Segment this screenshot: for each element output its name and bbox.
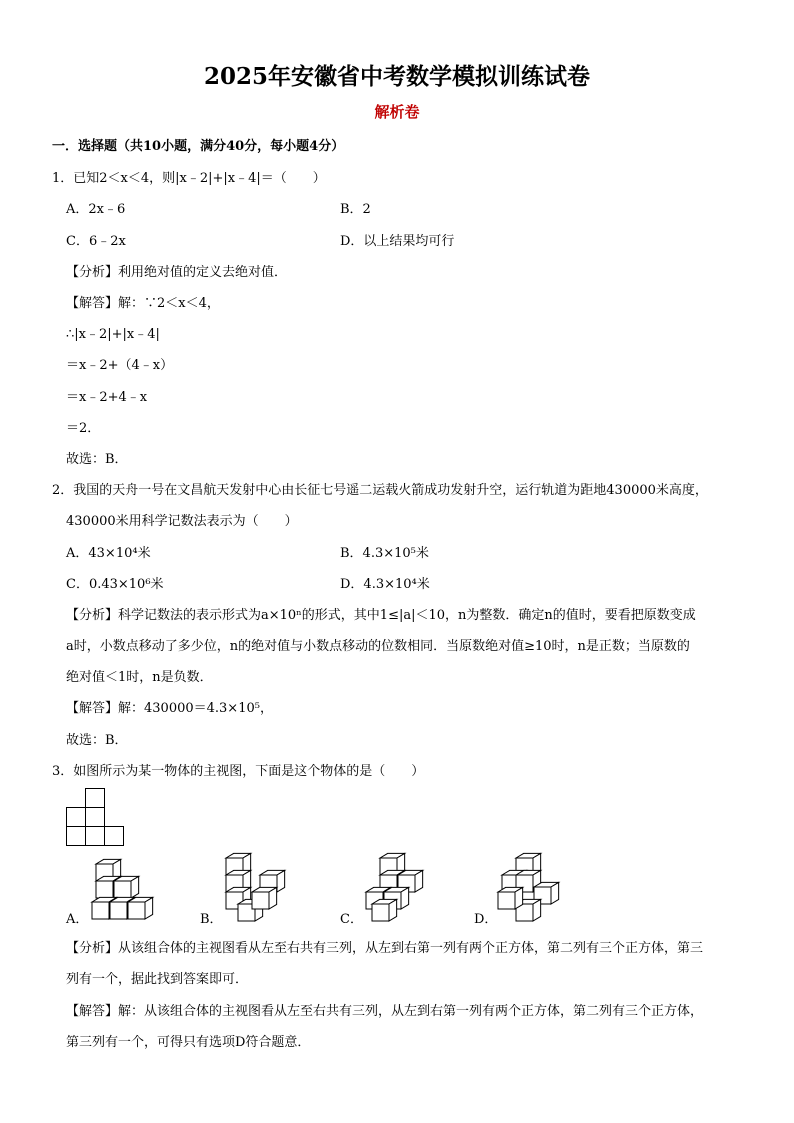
q1-step-2: ＝x﹣2+（4﹣x） bbox=[66, 358, 174, 373]
cube bbox=[114, 876, 139, 898]
q3-answer-line2: 第三列有一个，可得只有选项D符合题意． bbox=[66, 1035, 311, 1050]
q2-option-b: B．4.3×10⁵米 bbox=[340, 546, 429, 561]
q3-option-b-figure bbox=[222, 852, 286, 922]
q1-option-a: A．2x﹣6 bbox=[66, 202, 126, 217]
q3-analysis-line2: 列有一个，据此找到答案即可． bbox=[66, 972, 249, 987]
q3-analysis-line1: 【分析】从该组合体的主视图看从左至右共有三列，从左到右第一列有两个正方体，第二列有三个正方体，第三 bbox=[66, 941, 704, 956]
q1-answer: 【解答】解：∵2＜x＜4， bbox=[66, 296, 220, 311]
q2-stem-line1: 2．我国的天舟一号在文昌航天发射中心由长征七号遥二运载火箭成功发射升空，运行轨道为距地430000米高度， bbox=[52, 483, 708, 498]
q3-option-d-label: D． bbox=[474, 912, 498, 927]
q2-answer: 【解答】解：430000＝4.3×10⁵， bbox=[66, 701, 273, 716]
q2-analysis-line2: a时，小数点移动了多少位，n的绝对值与小数点移动的位数相同．当原数绝对值≥10时，n是正数；当原数的 bbox=[66, 639, 690, 654]
q1-analysis: 【分析】利用绝对值的定义去绝对值． bbox=[66, 265, 288, 280]
q1-choice: 故选：B． bbox=[66, 452, 128, 467]
q2-analysis-line1: 【分析】科学记数法的表示形式为a×10ⁿ的形式，其中1≤|a|＜10，n为整数．确定n的值时，要看把原数变成 bbox=[66, 608, 696, 623]
q2-option-c: C．0.43×10⁶米 bbox=[66, 577, 164, 592]
page-title: 2025年安徽省中考数学模拟训练试卷 bbox=[203, 63, 590, 90]
q2-analysis-line3: 绝对值＜1时，n是负数． bbox=[66, 670, 213, 685]
q2-option-a: A．43×10⁴米 bbox=[66, 546, 151, 561]
q3-option-c-label: C． bbox=[340, 912, 363, 927]
q3-option-b-label: B． bbox=[200, 912, 223, 927]
q1-step-1: ∴|x﹣2|+|x﹣4| bbox=[66, 327, 160, 342]
cube bbox=[372, 899, 397, 921]
q2-option-d: D．4.3×10⁴米 bbox=[340, 577, 430, 592]
q3-stem: 3．如图所示为某一物体的主视图，下面是这个物体的是（ ） bbox=[52, 764, 425, 779]
q1-step-3: ＝x﹣2+4﹣x bbox=[66, 390, 148, 405]
section-heading: 一．选择题（共10小题，满分40分，每小题4分） bbox=[52, 139, 345, 154]
q1-step-4: ＝2． bbox=[66, 421, 101, 436]
q3-answer-line1: 【解答】解：从该组合体的主视图看从左至右共有三列，从左到右第一列有两个正方体，第二列有三个正方体， bbox=[66, 1004, 704, 1019]
q3-option-a-label: A． bbox=[66, 912, 89, 927]
page-subtitle: 解析卷 bbox=[374, 103, 420, 121]
q3-option-d-figure bbox=[498, 852, 568, 922]
q3-front-view-figure bbox=[66, 788, 126, 846]
q1-option-b: B．2 bbox=[340, 202, 371, 217]
q1-option-c: C．6﹣2x bbox=[66, 234, 126, 249]
q2-stem-line2: 430000米用科学记数法表示为（ ） bbox=[66, 514, 298, 529]
q1-stem: 1．已知2＜x＜4，则|x﹣2|+|x﹣4|＝（ ） bbox=[52, 171, 326, 186]
cube bbox=[252, 887, 277, 909]
q1-option-d: D．以上结果均可行 bbox=[340, 234, 455, 249]
q3-option-c-figure bbox=[362, 852, 426, 922]
q3-option-a-figure bbox=[88, 856, 158, 922]
q2-choice: 故选：B． bbox=[66, 733, 128, 748]
cube bbox=[128, 897, 153, 919]
cube bbox=[498, 887, 523, 909]
